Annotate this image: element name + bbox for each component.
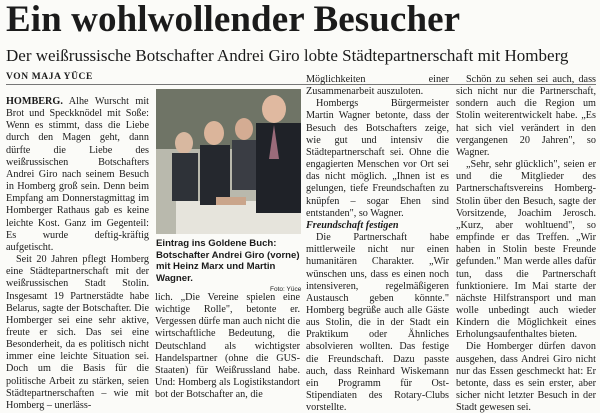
subheadline: Der weißrussische Botschafter Andrei Giro lobte Städtepartnerschaft mit Homberg bbox=[6, 46, 569, 65]
article-column-2 bbox=[155, 292, 300, 413]
photo-credit: Foto: Yüce bbox=[270, 286, 302, 293]
paragraph: Schön zu sehen sei auch, dass sich nicht nur die Partnerschaft, sondern auch die Region um Stolin weiterentwickelt habe. „Es hat sich viel verändert in den vergangenen 20 Jahren", so Wagner. bbox=[456, 74, 596, 158]
article-photo bbox=[156, 89, 301, 234]
photo-caption: Eintrag ins Goldene Buch: Botschafter Andrei Giro (vorne) mit Heinz Marx und Martin Wagner. bbox=[156, 238, 300, 284]
photo-illustration bbox=[156, 89, 301, 234]
article-column-4 bbox=[456, 74, 596, 413]
article-column-1 bbox=[6, 96, 149, 413]
section-subheading: Freundschaft festigen bbox=[306, 219, 399, 231]
dateline: HOMBERG. bbox=[6, 96, 63, 107]
paragraph-text: Alhe Wurscht mit Brot und Speckknödel mit Soße: Wenn es stimmt, dass die Liebe durch den Magen geht, dann dürfte die Liebe des weißrussischen Botschafters Andrei Giro nach seinem Besuch in Homberg groß sein. Denn beim Empfang am Donnerstagmittag im Homberger Rathaus gab es keine leichte Kost. Ganz im Gegenteil: Es wurde deftig-kräftig aufgetischt. bbox=[6, 96, 149, 253]
byline: VON MAJA YÜCE bbox=[6, 72, 93, 82]
paragraph: Hombergs Bürgermeister Martin Wagner betonte, dass der Besuch des Botschafters zeige, wie gut und intensiv die Städtepartnerschaft sei. Ohne die engagierten Menschen vor Ort sei das nicht möglich. „Ihnen ist es gelungen, tiefe Freundschaften zu knüpfen – sogar Ehen sind entstanden", so Wagner. bbox=[306, 98, 449, 219]
paragraph: Die Partnerschaft habe mittlerweile nicht nur einen humanitären Charakter. „Wir wünschen uns, dass es einen noch intensiveren, regelmäßigeren Austausch geben könnte." Homberg begrüße auch alle Gäste aus Stolin, die in der Stadt ein Praktikum oder Ähnliches absolvieren wollten. Das festige die Freundschaft. Dazu passte auch, dass Reinhard Wiskemann ein Programm für Ost-Stipendiaten des Rotary-Clubs vorstellte. bbox=[306, 232, 449, 413]
paragraph bbox=[6, 96, 149, 254]
paragraph: Seit 20 Jahren pflegt Homberg eine Städtepartnerschaft mit der weißrussischen Stadt Stolin. Insgesamt 19 Partnerstädte habe Belarus, sagte der Botschafter. Die Homberger sei eine sehr aktive, freute er sich. Das sei eine Besonderheit, da es politisch nicht immer eine leichte Situation sei. Doch um die Basis für die politische Arbeit zu stärken, seien Städtepartnerschaften – wie mit Homberg – unerläss- bbox=[6, 254, 149, 411]
headline: Ein wohlwollender Besucher bbox=[6, 0, 461, 40]
article-column-3 bbox=[306, 74, 449, 413]
paragraph: lich. „Die Vereine spielen eine wichtige Rolle", betonte er. Vergessen dürfe man auch nicht die wirtschaftliche Bedeutung, die Deutschland als wichtigster Handelspartner (ohne die GUS-Staaten) für Weißrussland habe. Und: Homberg als Logistikstandort bot der Botschafter an, die bbox=[155, 292, 300, 401]
paragraph: Die Homberger dürfen davon ausgehen, dass Andrei Giro nicht nur das Essen geschmeckt hat: Er betonte, dass es sein erster, aber sicher nicht letzter Besuch in der Stadt gewesen sei. bbox=[456, 341, 596, 413]
paragraph: „Sehr, sehr glücklich", seien er und die Mitglieder des Partnerschaftsvereins Homberg-Stolin über den Besuch, sagte der Vorsitzende, Joachim Jerosch. „Kurz, aber wohltuend", so empfinde er das Treffen. „Wir haben in Stolin beste Freunde gefunden." Man werde alles dafür tun, dass die Partnerschaft funktioniere. Im Mai starte der nächste Hilfstransport und man wolle unbedingt auch wieder Kindern die Möglichkeit eines Erholungsaufenthaltes bieten. bbox=[456, 159, 596, 341]
paragraph: Möglichkeiten einer Zusammenarbeit auszuloten. bbox=[306, 74, 449, 98]
